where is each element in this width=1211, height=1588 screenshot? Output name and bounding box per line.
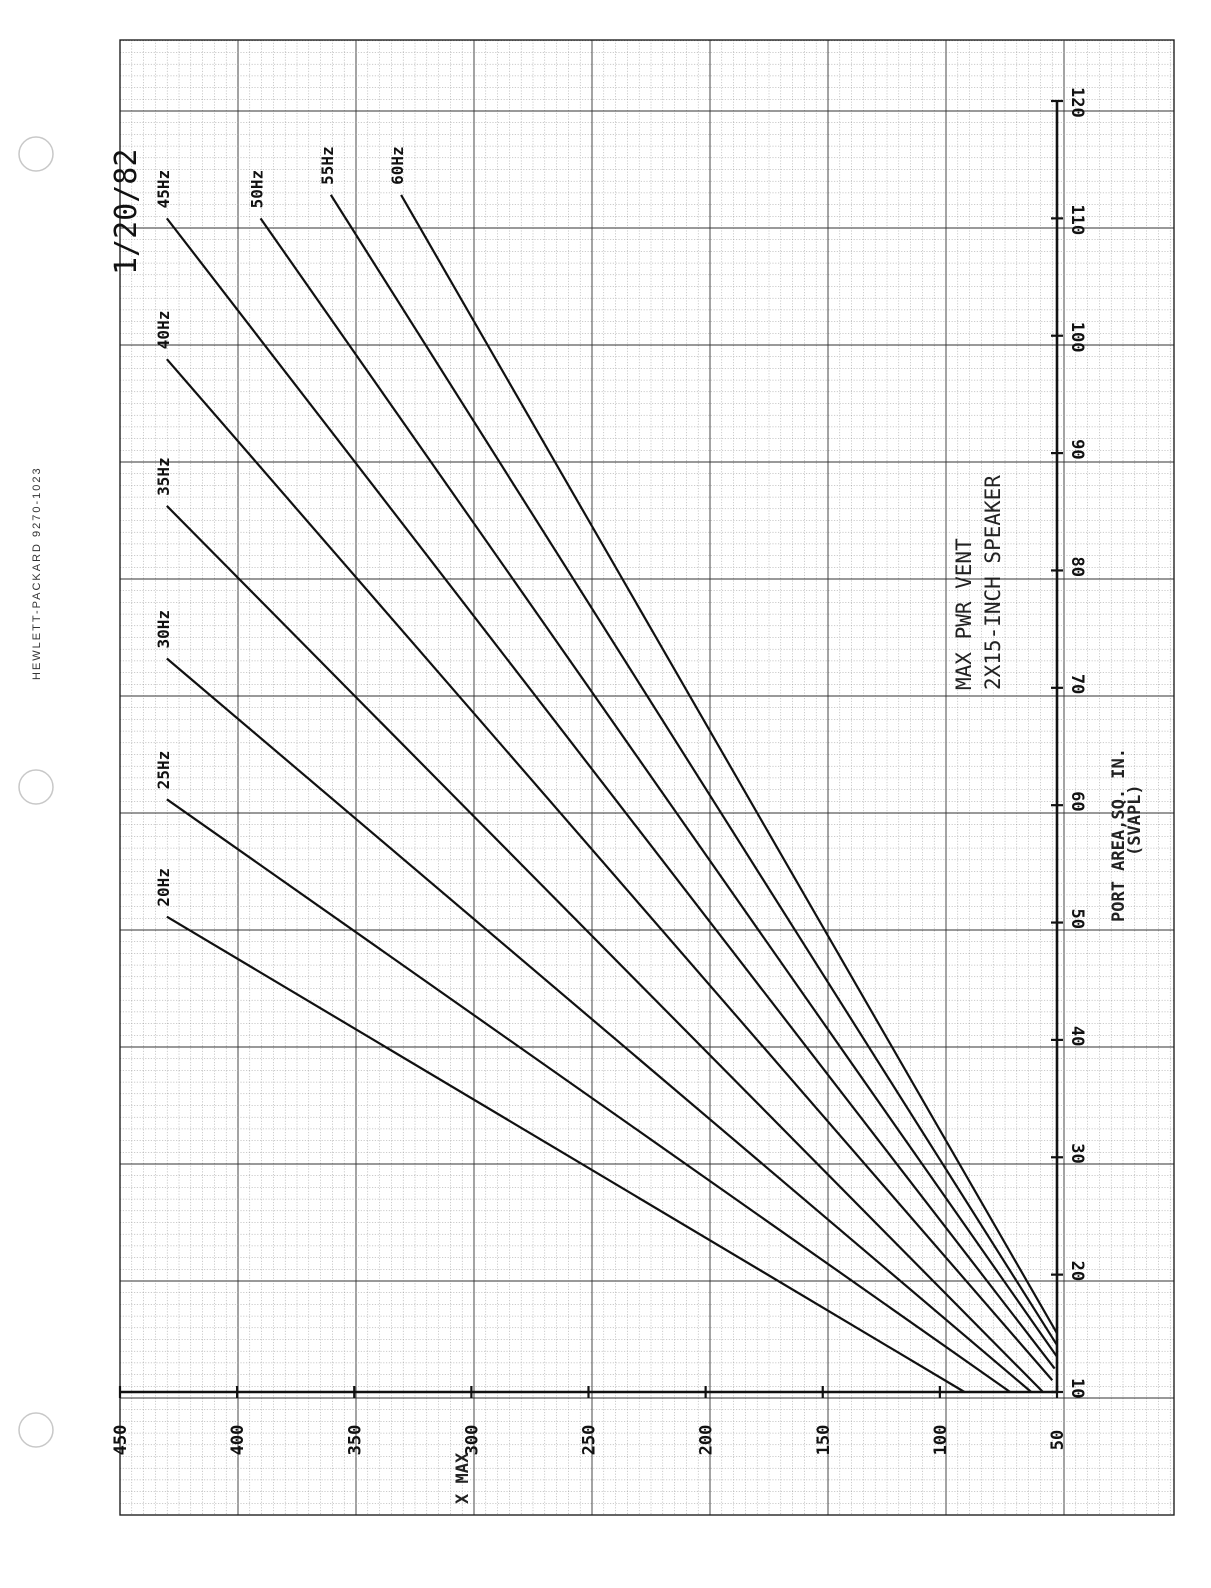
series-label-30hz: 30Hz bbox=[153, 609, 173, 649]
paper-brand-label: HEWLETT-PACKARD 9270-1023 bbox=[31, 466, 43, 680]
y-tick-label: 100 bbox=[930, 1424, 951, 1456]
binder-hole-middle bbox=[19, 770, 53, 804]
x-tick-label: 50 bbox=[1067, 908, 1087, 930]
x-tick-label: 80 bbox=[1067, 556, 1087, 577]
y-axis-title: X MAX bbox=[453, 1452, 473, 1504]
series-label-20hz: 20Hz bbox=[153, 868, 173, 907]
series-line-20hz bbox=[167, 917, 965, 1392]
series-line-55hz bbox=[331, 195, 1057, 1345]
x-tick-label: 90 bbox=[1067, 439, 1087, 460]
series-line-45hz bbox=[167, 218, 1055, 1368]
x-tick-label: 30 bbox=[1067, 1143, 1087, 1164]
x-axis-title-sub: (SVAPL) bbox=[1125, 784, 1145, 856]
grid-frame bbox=[120, 40, 1174, 1515]
series-line-30hz bbox=[167, 658, 1031, 1392]
chart-title-line-2: 2X15-INCH SPEAKER bbox=[981, 475, 1005, 690]
x-tick-label: 40 bbox=[1067, 1025, 1087, 1047]
axes bbox=[120, 101, 1057, 1392]
series-label-60hz: 60Hz bbox=[388, 146, 408, 185]
series-line-40hz bbox=[167, 359, 1052, 1380]
x-tick-label: 110 bbox=[1067, 204, 1087, 236]
series-lines bbox=[167, 195, 1057, 1392]
y-tick-label: 200 bbox=[696, 1424, 717, 1456]
series-line-35hz bbox=[167, 506, 1043, 1392]
y-tick-label: 250 bbox=[579, 1424, 600, 1456]
series-label-45hz: 45Hz bbox=[153, 169, 173, 209]
series-labels bbox=[154, 146, 407, 906]
chart-title-line-1: MAX PWR VENT bbox=[952, 538, 976, 690]
grid bbox=[120, 40, 1174, 1515]
x-tick-label: 120 bbox=[1067, 87, 1087, 118]
y-tick-label: 150 bbox=[813, 1424, 834, 1456]
series-line-50hz bbox=[261, 218, 1057, 1356]
x-tick-label: 20 bbox=[1067, 1260, 1087, 1282]
series-line-25hz bbox=[167, 799, 1010, 1392]
series-label-25hz: 25Hz bbox=[153, 750, 173, 790]
x-tick-label: 70 bbox=[1067, 673, 1087, 695]
series-label-40hz: 40Hz bbox=[153, 310, 173, 350]
series-label-35hz: 35Hz bbox=[153, 457, 173, 496]
series-label-50hz: 50Hz bbox=[247, 169, 267, 209]
series-label-55hz: 55Hz bbox=[317, 146, 337, 185]
x-tick-label: 60 bbox=[1067, 791, 1087, 812]
binder-hole-bottom bbox=[19, 1413, 53, 1447]
y-tick-label: 300 bbox=[462, 1424, 483, 1456]
y-tick-label: 350 bbox=[345, 1424, 366, 1456]
chart-date: 1/20/82 bbox=[109, 148, 144, 275]
x-axis-title: PORT AREA,SQ. IN. bbox=[1109, 748, 1129, 922]
series-line-60hz bbox=[401, 195, 1057, 1333]
binder-hole-top bbox=[19, 137, 53, 171]
x-tick-label: 10 bbox=[1067, 1378, 1087, 1399]
y-tick-label: 50 bbox=[1048, 1429, 1068, 1451]
x-tick-label: 100 bbox=[1067, 321, 1087, 353]
y-tick-label: 400 bbox=[228, 1424, 249, 1456]
y-tick-label: 450 bbox=[111, 1424, 131, 1456]
